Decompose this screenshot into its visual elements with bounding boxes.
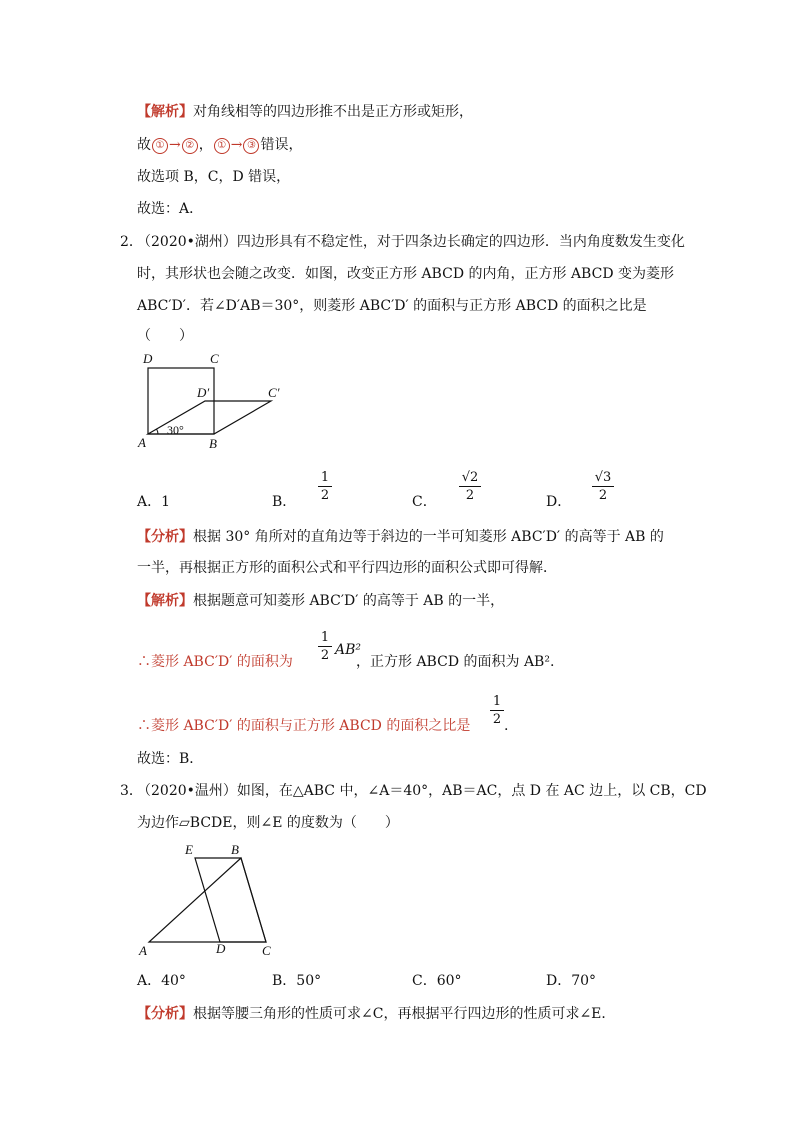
- jiexi-tag: 【解析】: [137, 104, 193, 120]
- q2-line4: （ ）: [137, 328, 193, 344]
- jiexi-1-line2: [137, 135, 302, 155]
- label-b: B: [209, 436, 217, 451]
- circled-2: ②: [182, 138, 198, 154]
- label-a2: A: [139, 943, 147, 958]
- q3-fenxi: [137, 1004, 615, 1024]
- parallelogram-bcde: [195, 858, 266, 942]
- q2-jiexi-period: .: [504, 718, 509, 734]
- jiexi-1-line4: 故选：A．: [137, 201, 204, 217]
- q3-number: 3．: [120, 783, 143, 799]
- q3-line2: 为边作▱BCDE，则∠E 的度数为（ ）: [137, 815, 399, 831]
- q2-line2: 时，其形状也会随之改变．如图，改变正方形 ABCD 的内角，正方形 ABCD 变为菱形: [137, 266, 674, 282]
- q2-jiexi-line2-post: ，正方形 ABCD 的面积为 AB².: [356, 654, 555, 670]
- q2-option-a: [137, 492, 170, 512]
- q3-fenxi-tag: 【分析】: [137, 1006, 193, 1022]
- q2-figure: [130, 348, 300, 458]
- q2-option-a-value: 1: [161, 494, 171, 510]
- jiexi-1-line2-pre: 故: [137, 137, 151, 153]
- q2-option-a-label: A．: [137, 494, 162, 510]
- q2-jiexi-f1-num: 1: [320, 630, 330, 645]
- q2-jiexi-tag: 【解析】: [137, 593, 193, 609]
- label-e: E: [185, 842, 193, 857]
- q2-option-d-label: D．: [546, 494, 572, 510]
- q2-jiexi-f2-den: 2: [492, 712, 502, 727]
- comma: ，: [198, 137, 213, 153]
- q3-line1: （2020•温州）如图，在△ABC 中，∠A＝40°，AB＝AC，点 D 在 AC 边上，以 CB，CD: [137, 783, 707, 799]
- label-dp: D′: [197, 385, 210, 400]
- q2-option-d-num: √3: [594, 470, 612, 485]
- q2-jiexi-text1: 根据题意可知菱形 ABC′D′ 的高等于 AB 的一半，: [193, 593, 505, 609]
- q2-option-c-fraction: [459, 470, 481, 503]
- q2-number: 2．: [120, 234, 143, 250]
- q2-fenxi-line2: 一半，再根据正方形的面积公式和平行四边形的面积公式即可得解．: [137, 560, 557, 576]
- q2-line1: （2020•湖州）四边形具有不稳定性，对于四条边长确定的四边形．当内角度数发生变化: [137, 234, 685, 250]
- fenxi-tag: 【分析】: [137, 529, 193, 545]
- q2-jiexi-ab-squared: AB²: [335, 642, 362, 658]
- label-cp: C′: [268, 385, 280, 400]
- q2-option-c-den: 2: [465, 488, 475, 503]
- label-b2: B: [231, 842, 239, 857]
- q2-option-d-fraction: [592, 470, 614, 503]
- label-d2: D: [216, 941, 226, 956]
- q2-jiexi-line2-pre: ∴菱形 ABC′D′ 的面积为: [137, 654, 293, 670]
- angle-mark: [157, 429, 159, 434]
- q2-option-d-den: 2: [598, 488, 608, 503]
- q3-option-a: A．40°: [137, 973, 186, 989]
- q3-fenxi-text: 根据等腰三角形的性质可求∠C，再根据平行四边形的性质可求∠E．: [193, 1006, 616, 1022]
- q2-jiexi-f1-den: 2: [320, 648, 330, 663]
- circled-1: ①: [152, 138, 168, 154]
- arrow-2: →: [230, 137, 243, 153]
- q2-option-c-num: √2: [461, 470, 479, 485]
- angle-label: 30°: [167, 423, 184, 437]
- q2-option-b-num: 1: [320, 470, 330, 485]
- q2-jiexi-line4: 故选：B．: [137, 751, 204, 767]
- q2-fenxi-line1: [137, 527, 664, 547]
- q2-option-b-den: 2: [320, 488, 330, 503]
- circled-3: ③: [243, 138, 259, 154]
- jiexi-1-line1: [137, 102, 473, 122]
- q2-option-b-fraction: [318, 470, 332, 503]
- q3-option-b: B．50°: [272, 973, 322, 989]
- q2-option-b-label: B．: [272, 494, 297, 510]
- q2-jiexi-f2-num: 1: [492, 694, 502, 709]
- q2-jiexi-line1: [137, 591, 504, 611]
- q2-jiexi-fraction-1: [318, 630, 332, 663]
- q3-option-d: D．70°: [546, 973, 597, 989]
- arrow: →: [169, 137, 181, 153]
- q2-jiexi-fraction-2: [490, 694, 504, 727]
- circled-1b: ①: [214, 138, 230, 154]
- jiexi-1-line2-post: 错误，: [260, 137, 303, 153]
- q2-option-c-label: C．: [412, 494, 437, 510]
- jiexi-1-text: 对角线相等的四边形推不出是正方形或矩形，: [193, 104, 473, 120]
- label-d: D: [143, 351, 153, 366]
- jiexi-1-line3: 故选项 B，C，D 错误，: [137, 169, 291, 185]
- q2-line3: ABC′D′．若∠D′AB＝30°，则菱形 ABC′D′ 的面积与正方形 ABCD 的面积之比是: [137, 298, 647, 314]
- label-c2: C: [262, 943, 271, 958]
- q3-figure: [135, 840, 285, 960]
- label-c: C: [210, 351, 219, 366]
- q3-option-c: C．60°: [412, 973, 462, 989]
- q2-jiexi-line3-pre: ∴菱形 ABC′D′ 的面积与正方形 ABCD 的面积之比是: [137, 718, 471, 734]
- label-a: A: [138, 435, 146, 450]
- q2-fenxi-text1: 根据 30° 角所对的直角边等于斜边的一半可知菱形 ABC′D′ 的高等于 AB 的: [193, 529, 664, 545]
